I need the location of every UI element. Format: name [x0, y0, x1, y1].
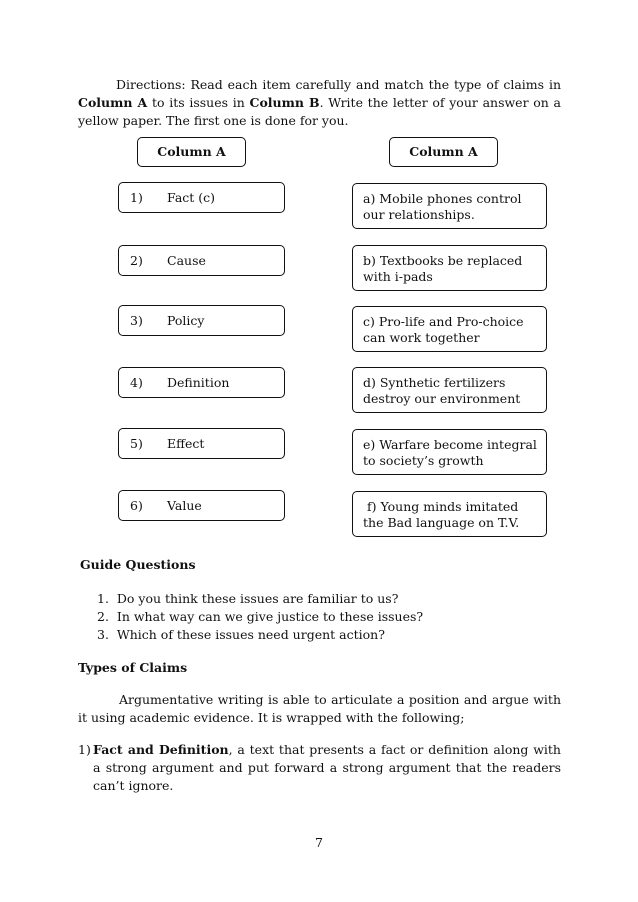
- item-number: 2): [130, 253, 143, 268]
- item-label: Policy: [167, 313, 205, 328]
- item-label: Effect: [167, 436, 205, 451]
- item-number: 1): [130, 190, 143, 205]
- item-label: Cause: [167, 253, 206, 268]
- directions-text-2: to its issues in: [147, 95, 250, 110]
- column-b-item-b: b) Textbooks be replaced with i-pads: [352, 245, 547, 291]
- item-label: Definition: [167, 375, 230, 390]
- claim-description: , a text that presents a fact or definition along with a strong argument and put forward a strong argument that the readers can’t ignore.: [93, 742, 561, 793]
- question-text: In what way can we give justice to these issues?: [116, 609, 424, 624]
- item-number: 4): [130, 375, 143, 390]
- item-number: 6): [130, 498, 143, 513]
- claim-term: Fact and Definition: [93, 742, 229, 757]
- directions-text-1: Directions: Read each item carefully and match the type of claims in: [116, 77, 561, 92]
- column-a-item-1: [118, 182, 285, 213]
- item-label: Fact (c): [167, 190, 216, 205]
- guide-question: [97, 608, 423, 626]
- guide-questions-list: [97, 590, 423, 644]
- item-number: 5): [130, 436, 143, 451]
- column-a-item-5: [118, 428, 285, 459]
- column-a-item-4: [118, 367, 285, 398]
- claim-item-1: [78, 741, 561, 795]
- column-b-item-e: e) Warfare become integral to society’s growth: [352, 429, 547, 475]
- question-text: Do you think these issues are familiar to us?: [116, 591, 399, 606]
- question-number: 2.: [97, 609, 109, 624]
- question-text: Which of these issues need urgent action?: [116, 627, 385, 642]
- column-a-item-6: [118, 490, 285, 521]
- column-b-item-f: f) Young minds imitated the Bad language on T.V.: [352, 491, 547, 537]
- types-intro-paragraph: Argumentative writing is able to articulate a position and argue with it using academic evidence. It is wrapped with the following;: [78, 692, 561, 725]
- column-a-header: Column A: [137, 137, 246, 167]
- directions-column-a: Column A: [78, 95, 148, 110]
- guide-questions-title: Guide Questions: [80, 557, 196, 572]
- page-number: 7: [315, 835, 323, 850]
- directions-text-3: . Write the letter of your answer on a yellow paper. The first one is done for you.: [78, 95, 562, 128]
- question-number: 3.: [97, 627, 109, 642]
- directions-paragraph: [78, 76, 561, 130]
- column-b-header: Column A: [389, 137, 498, 167]
- column-b-item-c: c) Pro-life and Pro-choice can work together: [352, 306, 547, 352]
- item-number: 3): [130, 313, 143, 328]
- item-label: Value: [167, 498, 202, 513]
- claim-item-number: 1): [78, 742, 91, 757]
- column-a-item-3: [118, 305, 285, 336]
- directions-column-b: Column B: [249, 95, 320, 110]
- types-of-claims-title: Types of Claims: [78, 660, 188, 675]
- guide-question: [97, 590, 423, 608]
- column-b-item-d: d) Synthetic fertilizers destroy our environment: [352, 367, 547, 413]
- guide-question: [97, 626, 423, 644]
- claim-item-text: [93, 741, 561, 795]
- column-b-item-a: a) Mobile phones control our relationships.: [352, 183, 547, 229]
- question-number: 1.: [97, 591, 109, 606]
- column-a-item-2: [118, 245, 285, 276]
